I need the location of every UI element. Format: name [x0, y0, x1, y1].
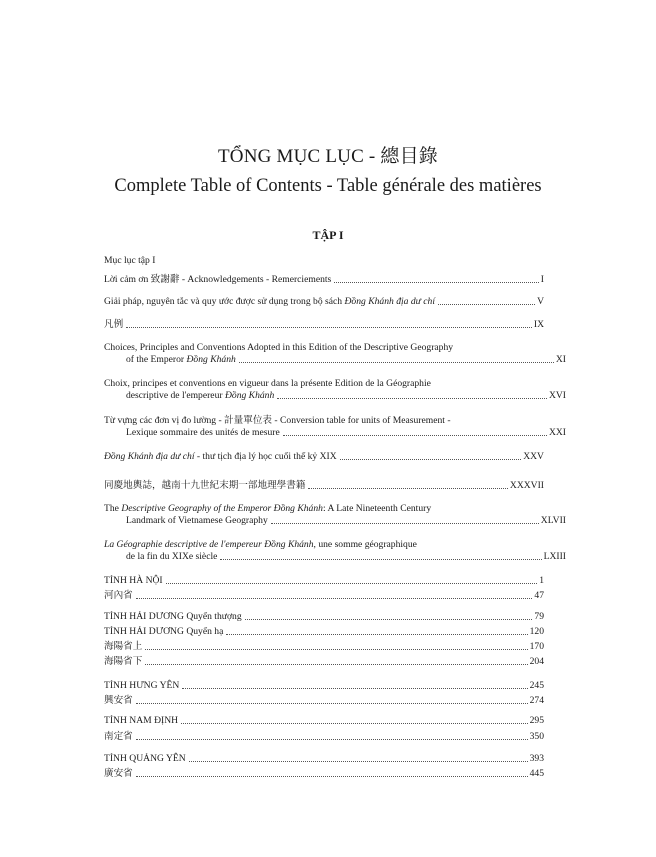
toc-page-number: 47	[534, 590, 544, 601]
toc-entry-text: 興安省	[104, 695, 133, 706]
toc-entry	[104, 503, 566, 527]
toc-entry	[104, 731, 544, 743]
dot-leader	[438, 304, 535, 305]
toc-page-number: 1	[539, 575, 544, 586]
dot-leader	[239, 362, 554, 363]
dot-leader	[145, 664, 527, 665]
toc-entry-text: The	[104, 503, 122, 514]
dot-leader	[166, 583, 538, 584]
toc-entry	[104, 539, 566, 563]
toc-entry-text: TỈNH HƯNG YÊN	[104, 680, 180, 691]
toc-entry-italic: Đồng Khánh	[186, 354, 236, 365]
toc-entry-italic: Descriptive Geography of the Emperor Đồng Khánh	[121, 503, 323, 514]
toc-entry	[104, 695, 544, 707]
toc-page-number: XXV	[523, 451, 544, 462]
page-title: TỔNG MỤC LỤC - 總目錄	[218, 146, 438, 167]
toc-page-number: XXI	[548, 427, 566, 438]
toc-page-number: 79	[534, 611, 544, 622]
toc-entry	[104, 415, 566, 439]
dot-leader	[340, 459, 522, 460]
dot-leader	[277, 398, 547, 399]
toc-page-number: I	[540, 274, 544, 285]
toc-entry-text: Từ vựng các đơn vị đo lường - 計量單位表 - Conversion table for units of Measurement -	[104, 415, 451, 426]
toc-entry-italic: Đồng Khánh địa dư chí	[344, 296, 436, 307]
dot-leader	[181, 723, 528, 724]
dot-leader	[226, 634, 527, 635]
toc-entry-text: TỈNH HẢI DƯƠNG Quyển thượng	[104, 611, 242, 622]
toc-page-number: 204	[529, 656, 544, 667]
toc-entry-text: TỈNH HÀ NỘI	[104, 575, 163, 586]
toc-entry-italic: Đồng Khánh	[224, 390, 275, 401]
toc-entry-text: TỈNH HẢI DƯƠNG Quyển hạ	[104, 626, 224, 637]
toc-entry	[104, 451, 544, 463]
toc-entry	[104, 575, 544, 587]
volume-heading: TẬP I	[312, 228, 344, 242]
dot-leader	[334, 282, 539, 283]
dot-leader	[182, 688, 527, 689]
toc-entry-text-cont: Lexique sommaire des unités de mesure	[126, 427, 280, 438]
toc-entry	[104, 296, 544, 308]
toc-page-number: XVI	[548, 390, 566, 401]
toc-page-number: LXIII	[543, 551, 566, 562]
toc-entry	[104, 753, 544, 765]
toc-entry	[104, 656, 544, 668]
toc-page-number: XXXVII	[509, 480, 544, 491]
toc-entry	[104, 319, 544, 331]
toc-page-number: 350	[529, 731, 544, 742]
toc-entry	[104, 255, 544, 267]
dot-leader	[136, 739, 528, 740]
toc-entry-text: Mục lục tập I	[104, 255, 156, 266]
toc-entry-text: TỈNH NAM ĐỊNH	[104, 715, 179, 726]
toc-page-number: V	[537, 296, 544, 307]
dot-leader	[283, 435, 547, 436]
toc-entry	[104, 480, 544, 492]
toc-page-number: 445	[529, 768, 544, 779]
toc-entry-text: 同慶地輿誌，越南十九世紀末期一部地理學書籍	[104, 480, 306, 491]
toc-entry	[104, 680, 544, 692]
dot-leader	[308, 488, 507, 489]
toc-entry-text: 海陽省上	[104, 641, 143, 652]
toc-entry	[104, 590, 544, 602]
dot-leader	[245, 619, 533, 620]
toc-entry	[104, 715, 544, 727]
toc-entry-text: Choices, Principles and Conventions Adopted in this Edition of the Descriptive Geography	[104, 342, 454, 353]
toc-page-number: 120	[529, 626, 544, 637]
dot-leader	[136, 598, 533, 599]
toc-page-number: IX	[533, 319, 544, 330]
toc-page-number: 393	[529, 753, 544, 764]
toc-entry-text: TỈNH QUẢNG YÊN	[104, 753, 186, 764]
toc-entry	[104, 274, 544, 286]
toc-page-number: 170	[529, 641, 544, 652]
toc-entry-text: Choix, principes et conventions en vigueur dans la présente Edition de la Géographie	[104, 378, 431, 389]
toc-entry-italic: Đồng Khánh địa dư chí	[104, 451, 195, 462]
toc-entry-text: , une somme géographique	[313, 539, 417, 550]
dot-leader	[126, 327, 532, 328]
toc-entry-text-cont: de la fin du XIXe siècle	[126, 551, 218, 562]
toc-entry	[104, 342, 566, 366]
toc-entry-text: - thư tịch địa lý học cuối thế kỷ XIX	[194, 451, 337, 462]
toc-entry-text: Lời cảm ơn 致謝辭 - Acknowledgements - Remerciements	[104, 274, 332, 285]
toc-entry	[104, 626, 544, 638]
dot-leader	[136, 776, 528, 777]
toc-entry	[104, 378, 566, 402]
toc-entry-text-cont: Landmark of Vietnamese Geography	[126, 515, 268, 526]
toc-page-number: XI	[555, 354, 566, 365]
toc-entry-text: 廣安省	[104, 768, 133, 779]
toc-entry-text-cont: of the Emperor	[126, 354, 187, 365]
dot-leader	[189, 761, 528, 762]
toc-page-number: XLVII	[540, 515, 566, 526]
dot-leader	[145, 649, 527, 650]
toc-entry-text-cont: descriptive de l'empereur	[126, 390, 225, 401]
toc-page-number: 274	[529, 695, 544, 706]
toc-entry-text: 凡例	[104, 319, 124, 330]
dot-leader	[220, 559, 541, 560]
dot-leader	[271, 523, 539, 524]
toc-entry	[104, 641, 544, 653]
page-subtitle: Complete Table of Contents - Table générale des matières	[114, 176, 542, 196]
toc-page-number: 295	[529, 715, 544, 726]
toc-entry	[104, 768, 544, 780]
dot-leader	[136, 703, 528, 704]
toc-entry-text: Giải pháp, nguyên tắc và quy ước được sử dụng trong bộ sách	[104, 296, 345, 307]
toc-entry-text: 海陽省下	[104, 656, 143, 667]
toc-entry-text: 河內省	[104, 590, 133, 601]
toc-entry-text-after: : A Late Nineteenth Century	[322, 503, 432, 514]
toc-entry-text: 南定省	[104, 731, 133, 742]
toc-page-number: 245	[529, 680, 544, 691]
toc-entry-italic: La Géographie descriptive de l'empereur Đồng Khánh	[104, 539, 314, 550]
toc-entry	[104, 611, 544, 623]
